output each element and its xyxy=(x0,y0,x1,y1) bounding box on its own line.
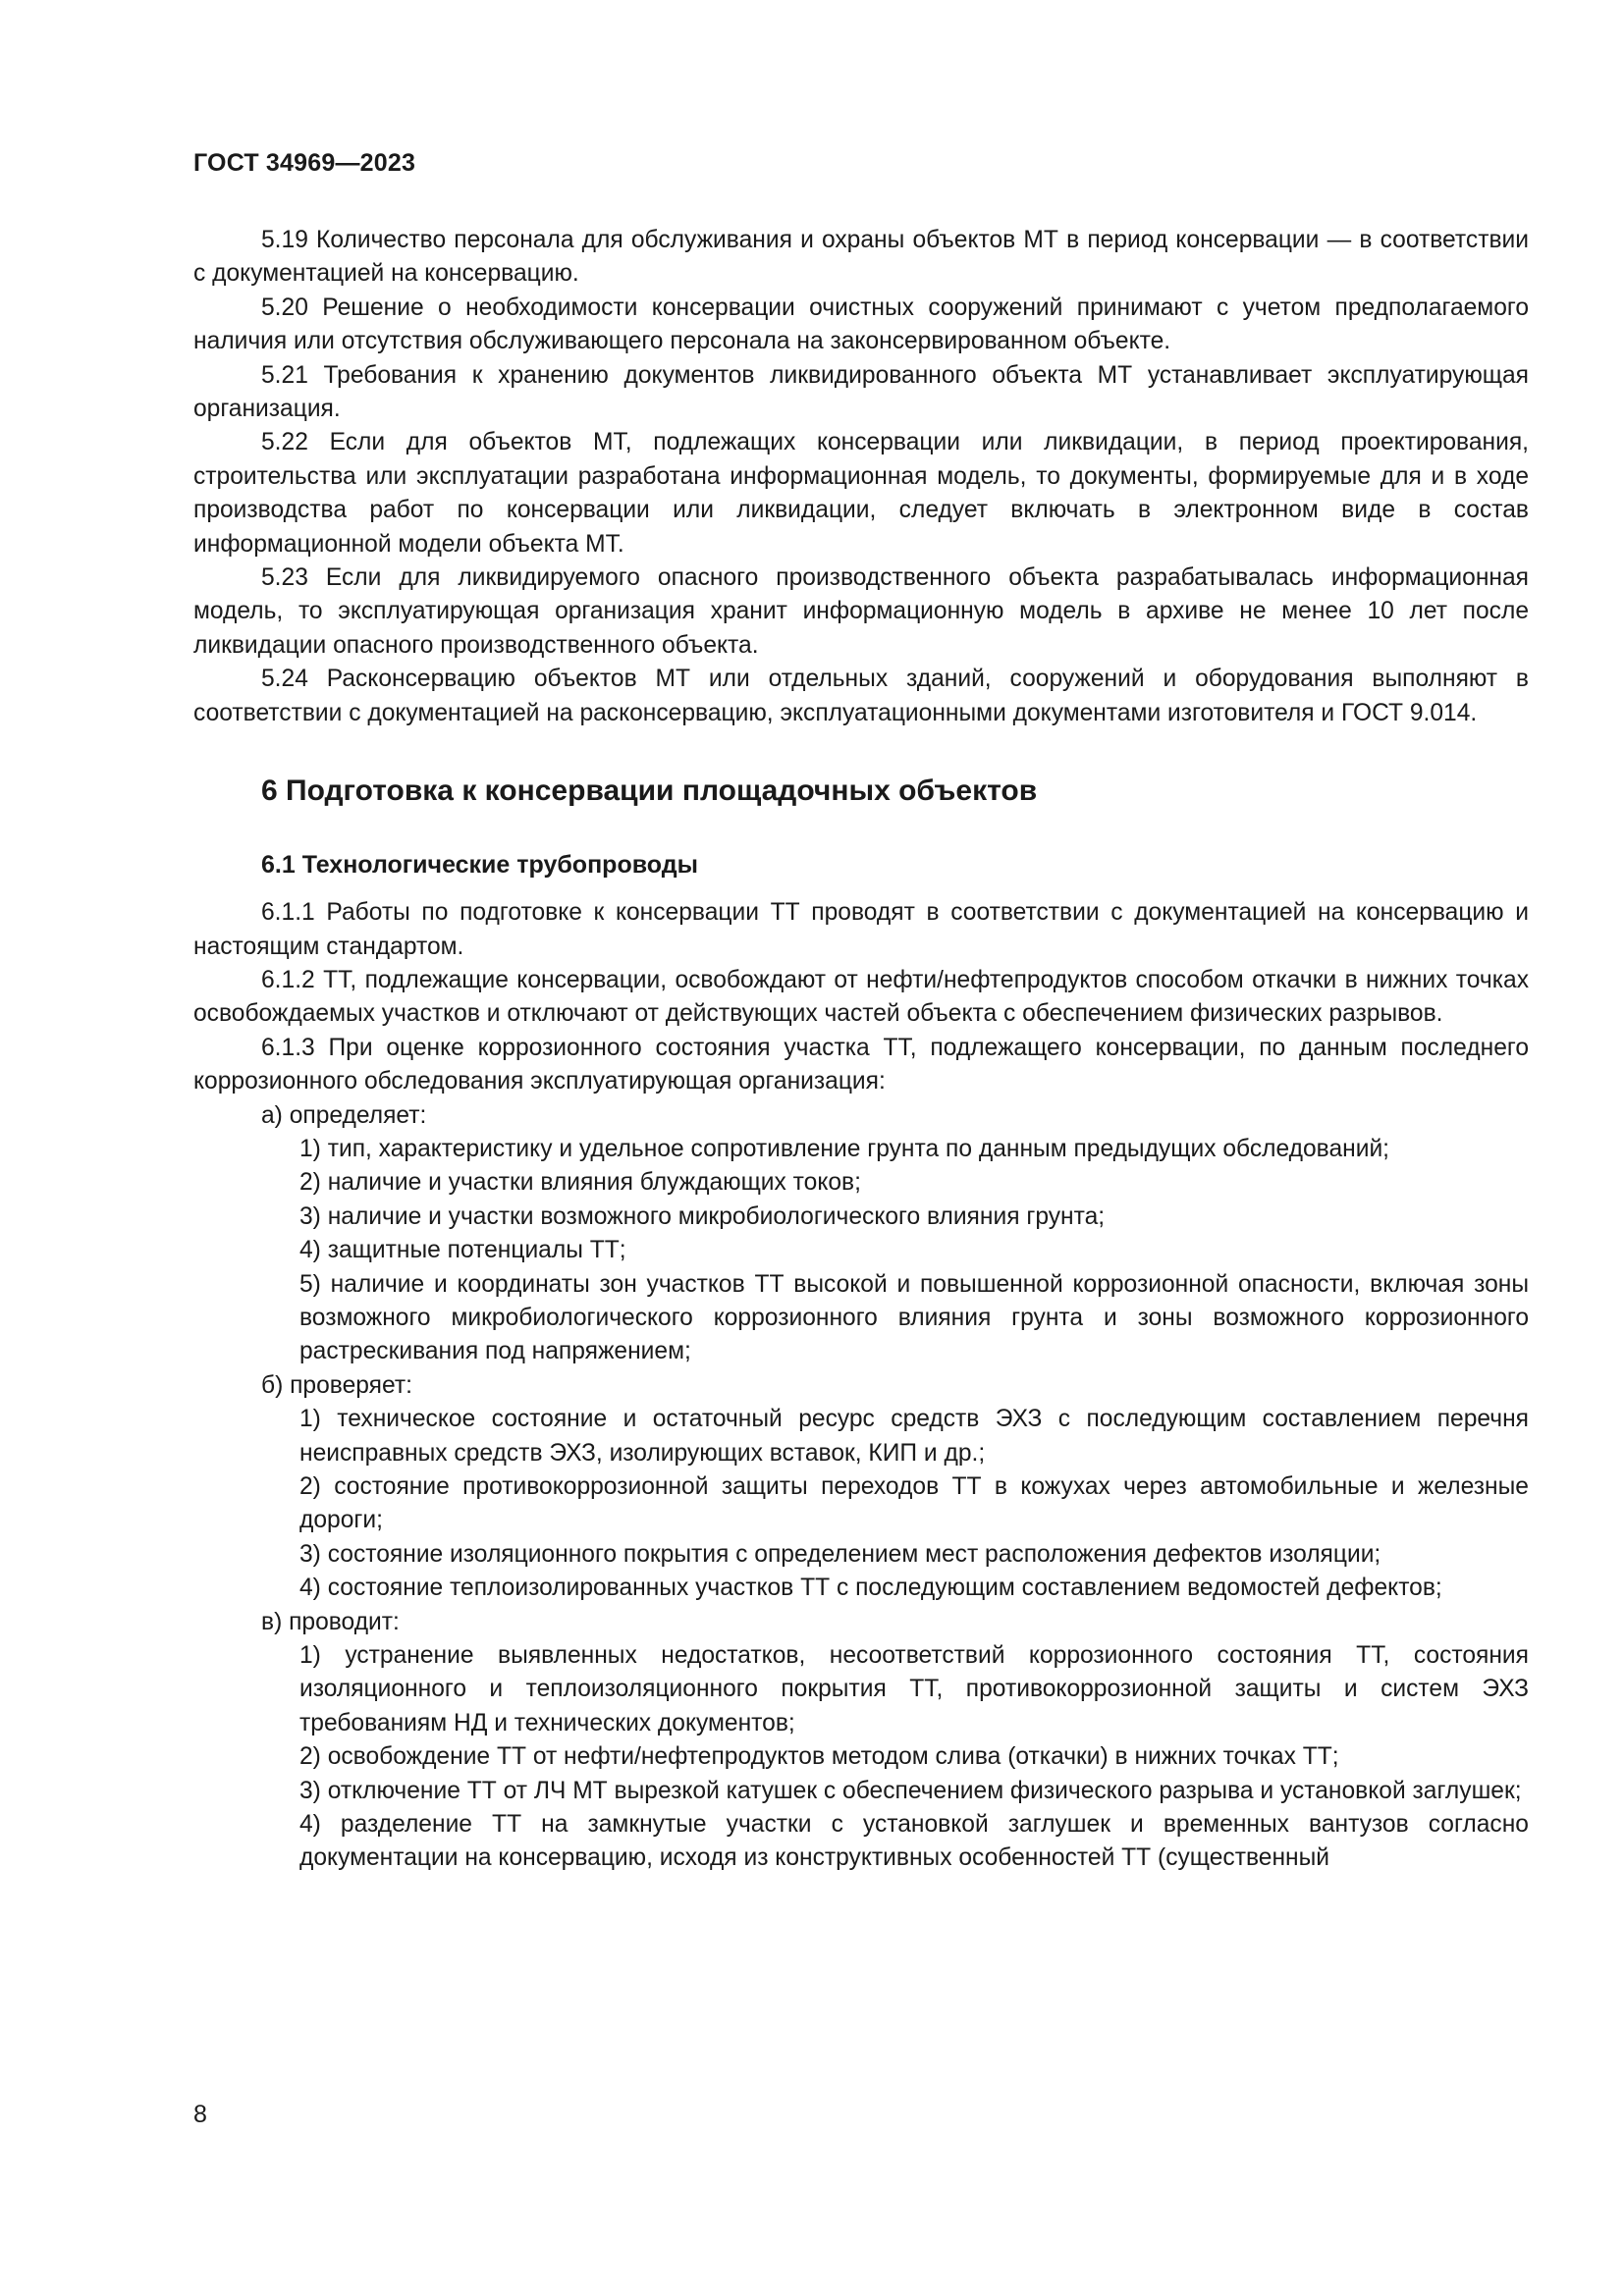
list-a-item: 4) защитные потенциалы ТТ; xyxy=(299,1237,626,1264)
list-a-item: 5) наличие и координаты зон участков ТТ высокой и повышенной коррозионной опасности, включая зоны возможного микробиологического коррозионного влияния грунта и зоны возможного коррозионного растрескивания под напряжением; xyxy=(299,1270,1529,1365)
document-body xyxy=(193,224,1529,1876)
section-6-title: 6 Подготовка к консервации площадочных объектов xyxy=(261,774,1038,808)
paragraph-5-19: 5.19 Количество персонала для обслуживания и охраны объектов МТ в период консервации — в соответствии с документацией на консервацию. xyxy=(193,227,1529,288)
list-v-item: 1) устранение выявленных недостатков, несоответствий коррозионного состояния ТТ, состояния изоляционного и теплоизоляционного покрытия ТТ, противокоррозионной защиты и систем ЭХЗ требованиям НД и технических документов; xyxy=(299,1642,1529,1736)
list-b-item: 3) состояние изоляционного покрытия с определением мест расположения дефектов изоляции; xyxy=(299,1540,1381,1568)
list-v-item: 4) разделение ТТ на замкнутые участки с установкой заглушек и временных вантузов согласно документации на консервацию, исходя из конструктивных особенностей ТТ (существенный xyxy=(299,1811,1529,1872)
paragraph-6-1-1: 6.1.1 Работы по подготовке к консервации ТТ проводят в соответствии с документацией на консервацию и настоящим стандартом. xyxy=(193,899,1529,960)
list-b-item: 1) техническое состояние и остаточный ресурс средств ЭХЗ с последующим составлением перечня неисправных средств ЭХЗ, изолирующих вставок, КИП и др.; xyxy=(299,1406,1529,1467)
list-v-label: в) проводит: xyxy=(261,1608,400,1635)
page-number: 8 xyxy=(193,2101,207,2128)
list-a-item: 1) тип, характеристику и удельное сопротивление грунта по данным предыдущих обследований; xyxy=(299,1135,1390,1162)
paragraph-5-24: 5.24 Расконсервацию объектов МТ или отдельных зданий, сооружений и оборудования выполняют в соответствии с документацией на расконсервацию, эксплуатационными документами изготовителя и ГОСТ 9.014. xyxy=(193,666,1529,726)
list-b-item: 4) состояние теплоизолированных участков ТТ с последующим составлением ведомостей дефектов; xyxy=(299,1575,1442,1602)
paragraph-5-22: 5.22 Если для объектов МТ, подлежащих консервации или ликвидации, в период проектирования, строительства или эксплуатации разработана информационная модель, то документы, формируемые для и в ходе производства работ по консервации или ликвидации, следует включать в электронном виде в состав информационной модели объекта МТ. xyxy=(193,429,1529,558)
list-b-label: б) проверяет: xyxy=(261,1371,412,1399)
list-v-item: 3) отключение ТТ от ЛЧ МТ вырезкой катушек с обеспечением физического разрыва и установкой заглушек; xyxy=(299,1777,1522,1804)
list-b-item: 2) состояние противокоррозионной защиты переходов ТТ в кожухах через автомобильные и железные дороги; xyxy=(299,1473,1529,1534)
paragraph-5-20: 5.20 Решение о необходимости консервации очистных сооружений принимают с учетом предполагаемого наличия или отсутствия обслуживающего персонала на законсервированном объекте. xyxy=(193,294,1529,355)
paragraph-6-1-3: 6.1.3 При оценке коррозионного состояния участка ТТ, подлежащего консервации, по данным последнего коррозионного обследования эксплуатирующая организация: xyxy=(193,1034,1529,1095)
document-header: ГОСТ 34969—2023 xyxy=(193,149,416,177)
paragraph-5-23: 5.23 Если для ликвидируемого опасного производственного объекта разрабатывалась информационная модель, то эксплуатирующая организация хранит информационную модель в архиве не менее 10 лет после ликвидации опасного производственного объекта. xyxy=(193,564,1529,659)
paragraph-5-21: 5.21 Требования к хранению документов ликвидированного объекта МТ устанавливает эксплуатирующая организация. xyxy=(193,361,1529,423)
paragraph-6-1-2: 6.1.2 ТТ, подлежащие консервации, освобождают от нефти/нефтепродуктов способом откачки в нижних точках освобождаемых участков и отключают от действующих частей объекта с обеспечением физических разрывов. xyxy=(193,966,1529,1028)
list-a-item: 3) наличие и участки возможного микробиологического влияния грунта; xyxy=(299,1202,1106,1230)
subsection-6-1-title: 6.1 Технологические трубопроводы xyxy=(261,851,698,880)
list-a-label: а) определяет: xyxy=(261,1101,427,1129)
list-a-item: 2) наличие и участки влияния блуждающих токов; xyxy=(299,1169,861,1197)
list-v-item: 2) освобождение ТТ от нефти/нефтепродуктов методом слива (откачки) в нижних точках ТТ; xyxy=(299,1743,1339,1771)
